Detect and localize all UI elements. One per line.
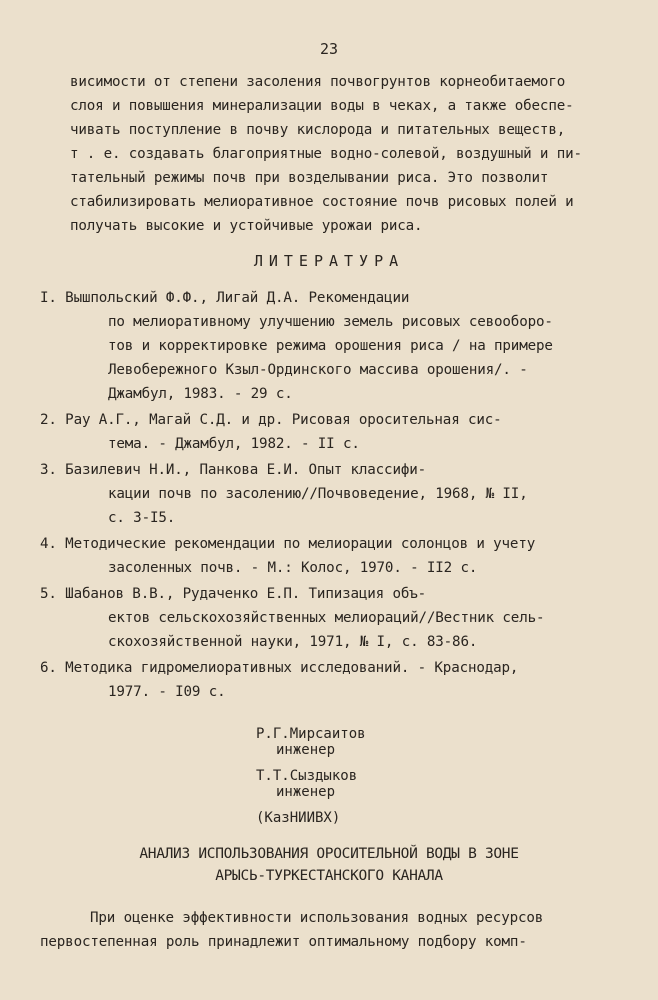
body-line-2: первостепенная роль принадлежит оптимальному подбору комп- [40, 934, 527, 950]
reference-2-line-2: тема. - Джамбул, 1982. - II с. [108, 436, 360, 452]
reference-1-line-4: Левобережного Кзыл-Ординского массива орошения/. - [108, 362, 528, 378]
reference-1-line-3: тов и корректировке режима орошения риса / на примере [108, 338, 553, 354]
references-heading: ЛИТЕРАТУРА [253, 252, 405, 270]
reference-3-line-1: 3. Базилевич Н.И., Панкова Е.И. Опыт классифи- [40, 462, 427, 478]
author-2-role: инженер [276, 784, 336, 800]
reference-5-line-3: скохозяйственной науки, 1971, № I, с. 83-86. [108, 634, 478, 650]
intro-line-3: чивать поступление в почву кислорода и питательных веществ, [70, 122, 566, 138]
intro-line-7: получать высокие и устойчивые урожаи риса. [70, 218, 423, 234]
author-institution: (КазНИИВХ) [256, 810, 341, 826]
reference-1-line-1: I. Вышпольский Ф.Ф., Лигай Д.А. Рекомендации [40, 290, 410, 306]
reference-5-line-2: ектов сельскохозяйственных мелиораций//Вестник сель- [108, 610, 545, 626]
intro-line-1: висимости от степени засоления почвогрунтов корнеобитаемого [70, 74, 566, 90]
intro-line-4: т . е. создавать благоприятные водно-солевой, воздушный и пи- [70, 146, 582, 162]
reference-2-line-1: 2. Рау А.Г., Магай С.Д. и др. Рисовая оросительная сис- [40, 412, 502, 428]
reference-1-line-2: по мелиоративному улучшению земель рисовых севооборо- [108, 314, 553, 330]
intro-line-6: стабилизировать мелиоративное состояние почв рисовых полей и [70, 194, 574, 210]
page-number: 23 [319, 40, 339, 58]
intro-line-5: тательный режимы почв при возделывании риса. Это позволит [70, 170, 549, 186]
author-2-name: Т.Т.Сыздыков [256, 768, 358, 784]
reference-3-line-2: кации почв по засолению//Почвоведение, 1968, № II, [108, 486, 528, 502]
reference-5-line-1: 5. Шабанов В.В., Рудаченко Е.П. Типизация объ- [40, 586, 427, 602]
article-title-line-1: АНАЛИЗ ИСПОЛЬЗОВАНИЯ ОРОСИТЕЛЬНОЙ ВОДЫ В ЗОНЕ [139, 846, 519, 862]
reference-4-line-2: засоленных почв. - М.: Колос, 1970. - II2 с. [108, 560, 478, 576]
reference-6-line-2: 1977. - I09 с. [108, 684, 226, 700]
author-1-role: инженер [276, 742, 336, 758]
reference-6-line-1: 6. Методика гидромелиоративных исследований. - Краснодар, [40, 660, 519, 676]
reference-1-line-5: Джамбул, 1983. - 29 с. [108, 386, 293, 402]
author-1-name: Р.Г.Мирсаитов [256, 726, 366, 742]
body-line-1: При оценке эффективности использования водных ресурсов [90, 910, 544, 926]
article-title-line-2: АРЫСЬ-ТУРКЕСТАНСКОГО КАНАЛА [215, 868, 443, 884]
reference-3-line-3: с. 3-I5. [108, 510, 176, 526]
intro-line-2: слоя и повышения минерализации воды в чеках, а также обеспе- [70, 98, 574, 114]
reference-4-line-1: 4. Методические рекомендации по мелиорации солонцов и учету [40, 536, 536, 552]
